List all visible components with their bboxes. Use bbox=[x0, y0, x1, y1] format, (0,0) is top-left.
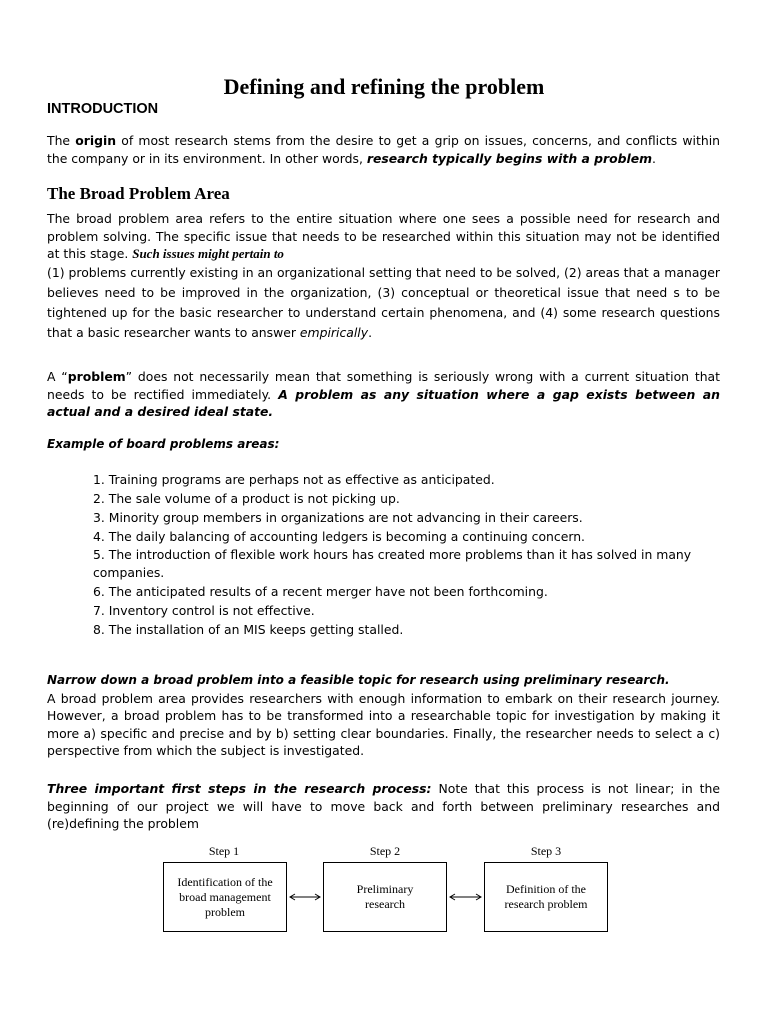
introduction-heading: INTRODUCTION bbox=[47, 101, 159, 117]
list-item: 6. The anticipated results of a recent merger have not been forthcoming. bbox=[93, 584, 548, 599]
broad-problem-paragraph: The broad problem area refers to the entire situation where one sees a possible need for research and problem solving. The specific issue that needs to be researched within this situation may not be identified at this stage. Such issues might pertain to (1) problems currently existing in an organizational setting that need to be solved, (2) areas that a manager believes need to be improved in the organization, (3) conceptual or theoretical issue that need s to be tightened up for the basic researcher to understand certain phenomena, and (4) some research questions that a basic researcher wants to answer empirically. bbox=[47, 211, 720, 340]
introduction-paragraph: The origin of most research stems from the desire to get a grip on issues, concerns, and conflicts within the company or in its environment. In other words, research typically begins with a problem. bbox=[47, 133, 720, 166]
step-1-text: Identification of the broad management problem bbox=[177, 874, 273, 919]
double-arrow-2-3 bbox=[450, 894, 481, 900]
list-item: 7. Inventory control is not effective. bbox=[93, 603, 315, 618]
page-title: Defining and refining the problem bbox=[223, 74, 545, 99]
narrow-down-body: A broad problem area provides researchers with enough information to embark on their research journey. However, a broad problem has to be transformed into a researchable topic for investigation by making it more a) specific and precise and by b) setting clear boundaries. Finally, the researcher needs to select a c) perspective from which the subject is investigated. bbox=[47, 690, 720, 758]
double-arrow-1-2 bbox=[290, 894, 320, 900]
three-steps-paragraph: Three important first steps in the research process: Note that this process is not linear; in the beginning of our project we will have to move back and forth between preliminary researches and (re)defining the problem bbox=[47, 781, 720, 831]
problem-definition-paragraph: A “problem” does not necessarily mean that something is seriously wrong with a current situation that needs to be rectified immediately. A problem as any situation where a gap exists between an actual and a desired ideal state. bbox=[47, 369, 720, 419]
list-item: 3. Minority group members in organizations are not advancing in their careers. bbox=[93, 510, 583, 525]
step-1-label: Step 1 bbox=[208, 844, 240, 858]
diagram-arrows bbox=[0, 838, 768, 948]
broad-problem-heading: The Broad Problem Area bbox=[47, 184, 230, 203]
narrow-down-section bbox=[47, 672, 720, 760]
list-item: 5. The introduction of flexible work hours has created more problems than it has solved in many companies. bbox=[93, 547, 692, 580]
narrow-down-heading: Narrow down a broad problem into a feasible topic for research using preliminary research. bbox=[47, 673, 670, 687]
list-item: 4. The daily balancing of accounting ledgers is becoming a continuing concern. bbox=[93, 529, 585, 544]
research-process-diagram bbox=[0, 838, 768, 948]
step-2-text: Preliminary research bbox=[356, 882, 414, 911]
list-item: 2. The sale volume of a product is not picking up. bbox=[93, 491, 400, 506]
step-3-label: Step 3 bbox=[530, 844, 562, 858]
examples-heading: Example of board problems areas: bbox=[47, 437, 280, 451]
list-item: 1. Training programs are perhaps not as effective as anticipated. bbox=[93, 472, 495, 487]
list-item: 8. The installation of an MIS keeps getting stalled. bbox=[93, 622, 404, 637]
step-2-label: Step 2 bbox=[369, 844, 401, 858]
step-3-text: Definition of the research problem bbox=[504, 882, 588, 911]
examples-list bbox=[93, 470, 720, 639]
